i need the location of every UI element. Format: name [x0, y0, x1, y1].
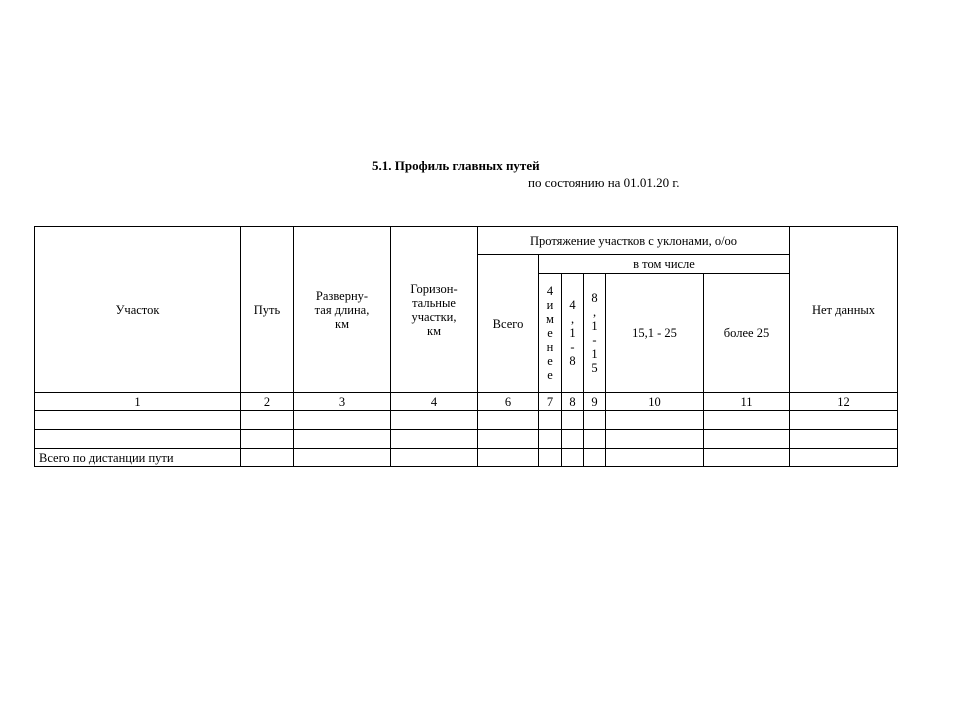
table-cell[interactable]: [241, 411, 294, 430]
table-cell[interactable]: [790, 449, 898, 467]
table-cell[interactable]: [478, 411, 539, 430]
table-row: [35, 430, 898, 449]
table-cell[interactable]: [241, 449, 294, 467]
table-row: [35, 411, 898, 430]
page-subtitle: по состоянию на 01.01.20 г.: [528, 175, 680, 190]
profile-table: [34, 226, 898, 467]
table-cell[interactable]: [562, 449, 584, 467]
column-number: 9: [584, 393, 606, 411]
table-cell[interactable]: [478, 430, 539, 449]
header-4-1-8: 4 , 1 - 8: [562, 274, 584, 393]
table-cell[interactable]: [35, 430, 241, 449]
header-net-dannyh: Нет данных: [790, 227, 898, 393]
table-cell[interactable]: [391, 411, 478, 430]
page-title: 5.1. Профиль главных путей: [372, 158, 540, 173]
header-bolee-25: более 25: [704, 274, 790, 393]
column-number: 7: [539, 393, 562, 411]
table-cell[interactable]: [704, 411, 790, 430]
table-cell[interactable]: [584, 411, 606, 430]
column-number: 8: [562, 393, 584, 411]
column-number: 11: [704, 393, 790, 411]
table-cell[interactable]: [790, 430, 898, 449]
column-number: 6: [478, 393, 539, 411]
table-cell[interactable]: [562, 430, 584, 449]
column-number: 2: [241, 393, 294, 411]
table-cell[interactable]: [790, 411, 898, 430]
header-razvernutaya-dlina: Разверну- тая длина, км: [294, 227, 391, 393]
table-cell[interactable]: [294, 449, 391, 467]
header-vsego: Всего: [478, 255, 539, 393]
table-cell[interactable]: [539, 449, 562, 467]
column-number: 3: [294, 393, 391, 411]
column-number: 1: [35, 393, 241, 411]
table-cell[interactable]: [584, 449, 606, 467]
header-4-i-menee: 4 и м е н е e: [539, 274, 562, 393]
table-cell[interactable]: [294, 430, 391, 449]
header-15-1-25: 15,1 - 25: [606, 274, 704, 393]
table-cell[interactable]: [478, 449, 539, 467]
column-number: 4: [391, 393, 478, 411]
table-cell[interactable]: [606, 449, 704, 467]
table-cell[interactable]: [539, 430, 562, 449]
table-cell[interactable]: [562, 411, 584, 430]
table-cell[interactable]: [35, 411, 241, 430]
table-cell[interactable]: [391, 430, 478, 449]
table-cell[interactable]: [294, 411, 391, 430]
total-label: Всего по дистанции пути: [35, 449, 241, 467]
column-numbers-row: [35, 393, 898, 411]
header-put: Путь: [241, 227, 294, 393]
table-cell[interactable]: [606, 430, 704, 449]
table-cell[interactable]: [704, 430, 790, 449]
header-gorizontalnye-uchastki: Горизон- тальные участки, км: [391, 227, 478, 393]
header-protyazhenie: Протяжение участков с уклонами, о/оо: [478, 227, 790, 255]
total-row: [35, 449, 898, 467]
table-cell[interactable]: [391, 449, 478, 467]
table-cell[interactable]: [241, 430, 294, 449]
header-uchastok: Участок: [35, 227, 241, 393]
table-cell[interactable]: [539, 411, 562, 430]
table-cell[interactable]: [704, 449, 790, 467]
header-v-tom-chisle: в том числе: [539, 255, 790, 274]
table-cell[interactable]: [584, 430, 606, 449]
column-number: 12: [790, 393, 898, 411]
column-number: 10: [606, 393, 704, 411]
table-cell[interactable]: [606, 411, 704, 430]
header-8-1-15: 8 , 1 - 1 5: [584, 274, 606, 393]
